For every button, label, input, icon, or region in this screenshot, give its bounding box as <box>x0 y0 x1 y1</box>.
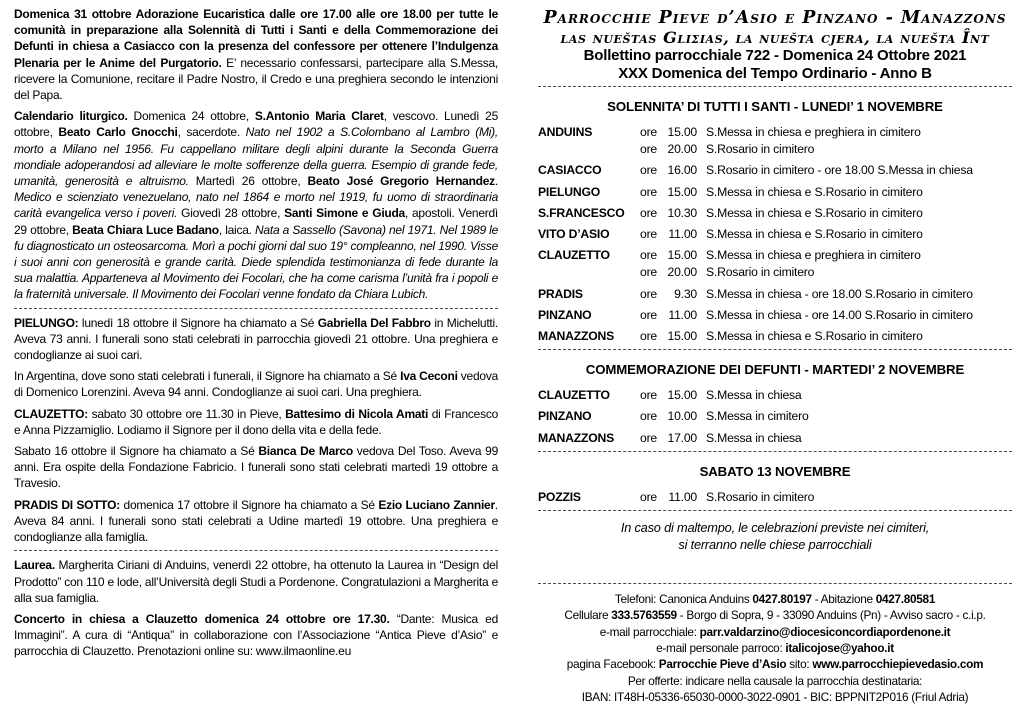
text-segment: 333.5763559 <box>611 608 677 623</box>
schedule-sections <box>538 99 1012 511</box>
text-segment: , vescovo. Lunedì 25 ottobre, <box>14 109 499 140</box>
text-segment: Domenica 31 ottobre Adorazione Eucaristica dalle ore 17.00 alle ore 18.00 per tutte le comunità in preparazione alla Solennità di Tutti i Santi e della Commemorazione dei Defunti in chiesa a Casiacco con la presenza del confessore per ottenere l’Indulgenza Plenaria per le Anime del Purgatorio. <box>14 7 498 70</box>
paragraph-clauzetto-battesimo <box>14 406 498 438</box>
dashed-separator <box>538 86 1012 87</box>
schedule-line <box>640 307 1012 324</box>
schedule-row <box>538 387 1012 404</box>
schedule-row <box>538 430 1012 447</box>
schedule-lines <box>640 489 1012 506</box>
schedule-row <box>538 124 1012 158</box>
text-segment: e-mail personale parroco: <box>656 640 786 655</box>
text-segment: - Abitazione <box>811 592 876 607</box>
text-segment: In Argentina, dove sono stati celebrati i funerali, il Signore ha chiamato a Sé <box>14 369 401 384</box>
ore-label: ore <box>640 227 658 242</box>
schedule-line <box>640 247 1012 264</box>
text-segment: Laurea. <box>14 558 55 573</box>
weather-note <box>538 520 1012 553</box>
celebration-desc: S.Messa in chiesa e S.Rosario in cimitero <box>706 205 923 220</box>
ore-label: ore <box>640 307 658 322</box>
text-segment: PIELUNGO: <box>14 315 79 330</box>
dashed-separator <box>538 451 1012 452</box>
schedule-line <box>640 328 1012 345</box>
text-segment: vedova di Domenico Lorenzini. Aveva 94 anni. Condoglianze ai suoi cari. Una preghiera. <box>14 369 498 400</box>
text-segment: di Francesco e Anna Pizzamiglio. Lodiamo il Signore per il dono della vita e della fede. <box>14 406 498 437</box>
text-segment: Martedì 26 ottobre, <box>188 174 308 189</box>
schedule-lines <box>640 408 1012 425</box>
time-value: 10.30 <box>667 205 697 220</box>
text-segment: , sacerdote. <box>177 125 246 140</box>
text-segment: 0427.80197 <box>752 592 812 607</box>
text-segment: Beata Chiara Luce Badano <box>72 222 219 237</box>
left-column <box>14 6 498 665</box>
schedule-row <box>538 286 1012 303</box>
schedule-row <box>538 247 1012 281</box>
paragraph-pradis-di-sotto-lutto <box>14 497 498 546</box>
text-segment: Calendario liturgico. <box>14 109 128 124</box>
text-segment: Battesimo di Nicola Amati <box>285 406 429 421</box>
celebration-desc: S.Messa in cimitero <box>706 409 809 424</box>
text-segment: IBAN: IT48H-05336-65030-0000-3022-0901 - BIC: BPPNIT2P016 (Friul Adria) <box>581 689 969 704</box>
ore-label: ore <box>640 125 658 139</box>
masthead <box>538 8 1012 82</box>
schedule-line <box>640 489 1012 506</box>
text-segment: Nato nel 1902 a S.Colombano al Lambro (Mi), morto a Milano nel 1956. Fu cappellano militare degli alpini durante la Seconda Guerra mondiale adoperandosi ad alleviare le molte sofferenze della guerra. Esempio di grande fede, umanità, generosità e altruismo. <box>14 125 499 189</box>
text-segment: Parrocchie Pieve d’Asio <box>658 657 787 672</box>
text-segment: E’ necessario confessarsi, partecipare alla S.Messa, ricevere la Comunione, recitare il Padre Nostro, il Credo e una preghiera secondo le intenzioni del Papa. <box>14 55 498 103</box>
schedule-line <box>640 264 1012 281</box>
text-segment: Medico e scienziato venezuelano, nato nel 1864 e morto nel 1919, fu uomo di straordinaria carità evangelica verso i poveri. <box>14 190 498 221</box>
contact-block <box>538 591 1012 705</box>
schedule-line <box>640 286 1012 303</box>
text-segment: , apostoli. Venerdì 29 ottobre, <box>14 206 499 237</box>
ore-label: ore <box>640 388 658 403</box>
celebration-desc: S.Rosario in cimitero <box>706 489 815 504</box>
town-name: S.FRANCESCO <box>538 205 625 220</box>
schedule-line <box>640 408 1012 425</box>
text-segment: Giovedì 28 ottobre, <box>177 206 285 221</box>
text-segment: e-mail parrocchiale: <box>599 624 700 639</box>
celebration-desc: S.Messa in chiesa e S.Rosario in cimitero <box>706 184 923 199</box>
text-segment: sito: <box>786 657 813 672</box>
text-segment: , laica. <box>218 222 256 237</box>
schedule-row <box>538 307 1012 324</box>
text-segment: S.Antonio Maria Claret <box>254 109 384 124</box>
text-segment: italicojose@yahoo.it <box>785 640 894 655</box>
schedule-row <box>538 408 1012 425</box>
time-value: 17.00 <box>667 430 697 445</box>
celebration-desc: S.Messa in chiesa - ore 14.00 S.Rosario in cimitero <box>706 307 973 322</box>
text-segment: in Michelutti. Aveva 73 anni. I funerali sono stati celebrati in parrocchia giovedì 21 ottobre. Una preghiera e condoglianze ai suoi cari. <box>14 315 499 363</box>
text-segment: 0427.80581 <box>875 592 936 607</box>
time-value: 10.00 <box>667 409 697 424</box>
schedule-row <box>538 328 1012 345</box>
time-value: 9.30 <box>674 286 697 301</box>
schedule-lines <box>640 387 1012 404</box>
ore-label: ore <box>640 329 658 344</box>
dashed-separator <box>538 349 1012 350</box>
schedule-lines <box>640 205 1012 222</box>
paragraph-calendario-liturgico <box>14 108 498 302</box>
contact-line-cellulare <box>538 607 1012 623</box>
town-name: CLAUZETTO <box>538 388 610 403</box>
ore-label: ore <box>640 184 658 199</box>
section-title: SOLENNITA’ DI TUTTI I SANTI - LUNEDI’ 1 NOVEMBRE <box>607 99 943 114</box>
paragraph-adorazione-eucaristica <box>14 6 498 103</box>
dashed-separator <box>538 510 1012 511</box>
text-segment: Domenica 24 ottobre, <box>127 109 255 124</box>
schedule-line <box>640 124 1012 141</box>
text-segment: Margherita Ciriani di Anduins, venerdì 22 ottobre, ha ottenuto la Laurea in “Design del Prodotto” con 110 e lode, all’Università degli Studi a Pordenone. Congratulazioni a Margherita e alla sua famiglia. <box>14 558 498 605</box>
celebration-desc: S.Rosario in cimitero <box>706 265 815 280</box>
text-segment: pagina Facebook: <box>566 657 659 672</box>
schedule-row <box>538 489 1012 506</box>
celebration-desc: S.Rosario in cimitero - ore 18.00 S.Messa in chiesa <box>706 163 973 178</box>
text-segment: Ezio Luciano Zannier <box>378 497 495 512</box>
schedule-row <box>538 205 1012 222</box>
paragraph-concerto <box>14 611 498 660</box>
ore-label: ore <box>640 205 658 220</box>
schedule-line <box>640 162 1012 179</box>
ore-label: ore <box>640 142 658 157</box>
text-segment: Cellulare <box>564 608 612 623</box>
ore-label: ore <box>640 489 658 504</box>
dashed-separator <box>14 550 498 551</box>
schedule-lines <box>640 247 1012 281</box>
contact-line-facebook-sito <box>538 656 1012 672</box>
time-value: 15.00 <box>667 248 697 263</box>
text-segment: Beato Carlo Gnocchi <box>58 125 178 140</box>
celebration-desc: S.Rosario in cimitero <box>706 142 815 157</box>
town-name: ANDUINS <box>538 125 593 139</box>
text-segment: PRADIS DI SOTTO: <box>14 497 121 512</box>
celebration-desc: S.Messa in chiesa e S.Rosario in cimitero <box>706 329 923 344</box>
schedule-line <box>640 205 1012 222</box>
schedule-row <box>538 184 1012 201</box>
town-name: POZZIS <box>538 489 581 504</box>
schedule-lines <box>640 286 1012 303</box>
text-segment: parr.valdarzino@diocesiconcordiapordenone.it <box>699 624 951 639</box>
celebration-desc: S.Messa in chiesa <box>706 430 802 445</box>
town-name: PRADIS <box>538 286 583 301</box>
text-segment: Beato José Gregorio Hernandez <box>307 174 495 189</box>
text-segment: CLAUZETTO: <box>14 406 88 421</box>
town-name: PIELUNGO <box>538 184 601 199</box>
parish-title: Parrocchie Pieve d’Asio e Pinzano - Manazzons <box>543 8 1007 28</box>
text-segment: vedova Del Toso. Aveva 99 anni. Era ospite della Fondazione Fabricio. I funerali sono stati celebrati martedì 19 ottobre a Travesio. <box>14 444 498 491</box>
town-name: MANAZZONS <box>538 430 615 445</box>
town-name: MANAZZONS <box>538 329 615 344</box>
time-value: 20.00 <box>667 265 697 280</box>
time-value: 11.00 <box>668 227 697 242</box>
paragraph-pielungo-lutto <box>14 315 498 364</box>
schedule-line <box>640 184 1012 201</box>
paragraph-laurea <box>14 557 498 606</box>
town-name: CASIACCO <box>538 163 602 178</box>
right-column <box>538 8 1012 705</box>
schedule-row <box>538 162 1012 179</box>
text-segment: . Aveva 84 anni. I funerali sono stati celebrati a Udine martedì 19 ottobre. Una preghiera e condoglianze alla famiglia. <box>14 497 498 545</box>
paragraph-clauzetto-lutto <box>14 443 498 492</box>
schedule-line <box>640 226 1012 243</box>
schedule-lines <box>640 307 1012 324</box>
text-segment: Santi Simone e Giuda <box>284 206 405 221</box>
contact-line-email-parrocchiale <box>538 624 1012 640</box>
text-segment: “Dante: Musica ed Immagini”. A cura di “Antiqua” in collaborazione con l’Associazione “Antica Pieve d’Asio” e parrocchia di Clauzetto. Prenotazioni online su: www.ilmaonline.eu <box>14 611 498 659</box>
contact-line-email-parroco <box>538 640 1012 656</box>
bulletin-number-date: Bollettino parrocchiale 722 - Domenica 24 Ottobre 2021 <box>583 47 967 64</box>
parish-subtitle-friulian: las nueštas Gliʃias, la nuešta cjera, la nuešta Înt <box>560 28 990 47</box>
text-segment: - Borgo di Sopra, 9 - 33090 Anduins (Pn) - Avviso sacro - c.i.p. <box>676 608 986 623</box>
text-segment: Bianca De Marco <box>258 444 353 459</box>
dashed-separator <box>14 308 498 309</box>
town-name: VITO D’ASIO <box>538 227 610 242</box>
schedule-line <box>640 430 1012 447</box>
text-segment: sabato 30 ottobre ore 11.30 in Pieve, <box>87 406 286 421</box>
celebration-desc: S.Messa in chiesa e preghiera in cimitero <box>706 125 921 139</box>
celebration-desc: S.Messa in chiesa - ore 18.00 S.Rosario in cimitero <box>706 286 973 301</box>
text-segment: Gabriella Del Fabbro <box>317 315 431 330</box>
schedule-lines <box>640 124 1012 158</box>
text-segment: Concerto in chiesa a Clauzetto domenica 24 ottobre ore 17.30. <box>14 611 390 626</box>
text-segment: . <box>494 174 498 189</box>
ore-label: ore <box>640 430 658 445</box>
schedule-lines <box>640 328 1012 345</box>
celebration-desc: S.Messa in chiesa <box>706 388 802 403</box>
town-name: PINZANO <box>538 307 592 322</box>
ore-label: ore <box>640 409 658 424</box>
section-title: SABATO 13 NOVEMBRE <box>699 463 851 479</box>
weather-note-line: In caso di maltempo, le celebrazioni previste nei cimiteri, <box>620 520 930 536</box>
schedule-lines <box>640 162 1012 179</box>
contact-line-iban <box>538 689 1012 705</box>
text-segment: Sabato 16 ottobre il Signore ha chiamato a Sé <box>14 444 259 459</box>
paragraph-argentina-lutto <box>14 368 498 400</box>
ore-label: ore <box>640 163 658 178</box>
time-value: 15.00 <box>667 329 697 344</box>
time-value: 15.00 <box>667 125 697 139</box>
schedule-line <box>640 141 1012 158</box>
ore-label: ore <box>640 265 658 280</box>
schedule-lines <box>640 226 1012 243</box>
time-value: 20.00 <box>667 142 697 157</box>
liturgical-sunday: XXX Domenica del Tempo Ordinario - Anno B <box>618 64 932 82</box>
time-value: 15.00 <box>667 184 697 199</box>
text-segment: Telefoni: Canonica Anduins <box>614 592 753 607</box>
contact-line-offerte <box>538 673 1012 689</box>
text-segment: www.parrocchiepievedasio.com <box>812 657 984 672</box>
weather-note-line: si terranno nelle chiese parrocchiali <box>678 536 872 552</box>
text-segment: Nata a Sassello (Savona) nel 1971. Nel 1989 le fu diagnosticato un osteosarcoma. Morì a pochi giorni dal suo 19° compleanno, nel 1990. Visse i suoi anni con generosità e grande carità. Diede splendida testimonianza di fede durante la sua malattia. Apparteneva al Movimento dei Focolari, che ha come carisma l’unità fra i popoli e la fraternità universale. Il Movimento dei Focolari venne fondato da Chiara Lubich. <box>14 222 499 302</box>
time-value: 16.00 <box>667 163 697 178</box>
section-title: COMMEMORAZIONE DEI DEFUNTI - MARTEDI’ 2 NOVEMBRE <box>585 362 965 378</box>
celebration-desc: S.Messa in chiesa e preghiera in cimitero <box>706 248 921 263</box>
dashed-separator <box>538 583 1012 584</box>
celebration-desc: S.Messa in chiesa e S.Rosario in cimitero <box>706 227 923 242</box>
text-segment: Iva Ceconi <box>400 369 458 384</box>
town-name: CLAUZETTO <box>538 248 610 263</box>
text-segment: lunedì 18 ottobre il Signore ha chiamato a Sé <box>78 315 318 330</box>
time-value: 15.00 <box>667 388 697 403</box>
ore-label: ore <box>640 286 658 301</box>
town-name: PINZANO <box>538 409 592 424</box>
contact-line-telefoni <box>538 591 1012 607</box>
schedule-line <box>640 387 1012 404</box>
text-segment: domenica 17 ottobre il Signore ha chiamato a Sé <box>120 497 379 512</box>
schedule-row <box>538 226 1012 243</box>
time-value: 11.00 <box>668 307 697 322</box>
ore-label: ore <box>640 248 658 263</box>
text-segment: Per offerte: indicare nella causale la parrocchia destinataria: <box>627 673 923 688</box>
schedule-lines <box>640 184 1012 201</box>
time-value: 11.00 <box>668 489 697 504</box>
schedule-lines <box>640 430 1012 447</box>
